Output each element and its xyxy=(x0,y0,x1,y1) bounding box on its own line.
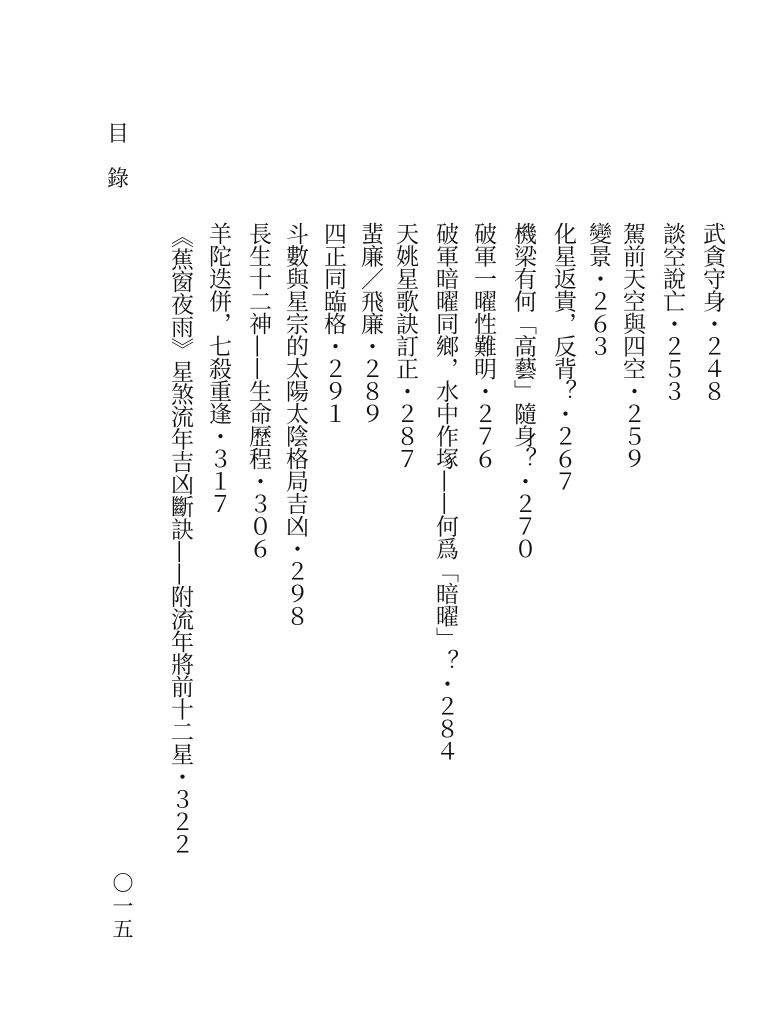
toc-entry: 破軍暗曜同鄉，水中作塚——何爲「暗曜」？・２８４ xyxy=(432,222,458,762)
toc-entry: 變景・２６３ xyxy=(585,222,611,357)
toc-entry: 化星返貴，反背？・２６７ xyxy=(550,222,576,492)
toc-entry: 長生十二神——生命歷程・３０６ xyxy=(245,222,271,560)
toc-entry: 斗數與星宗的太陽太陰格局吉凶・２９８ xyxy=(282,222,308,627)
toc-entry: 武貪守身・２４８ xyxy=(699,222,725,402)
toc-heading-second-char: 錄 xyxy=(106,167,129,192)
page-number: 〇一五 xyxy=(110,872,134,941)
toc-entry: 破軍一曜性難明・２７６ xyxy=(470,222,496,470)
toc-entry: 駕前天空與四空・２５９ xyxy=(619,222,645,470)
toc-entry: 《蕉窗夜雨》星煞流年吉凶斷訣——附流年將前十二星・３２２ xyxy=(167,225,193,855)
toc-heading-first-char: 目 xyxy=(106,122,129,147)
toc-entry: 蜚廉／飛廉・２８９ xyxy=(357,222,383,425)
toc-entry: 機梁有何「高藝」隨身？・２７０ xyxy=(510,222,536,560)
toc-entry: 天姚星歌訣訂正・２８７ xyxy=(392,222,418,470)
toc-entry: 四正同臨格・２９１ xyxy=(320,222,346,425)
toc-entry: 羊陀迭併，七殺重逢・３１７ xyxy=(205,222,231,515)
toc-entry: 談空說亡・２５３ xyxy=(659,222,685,402)
